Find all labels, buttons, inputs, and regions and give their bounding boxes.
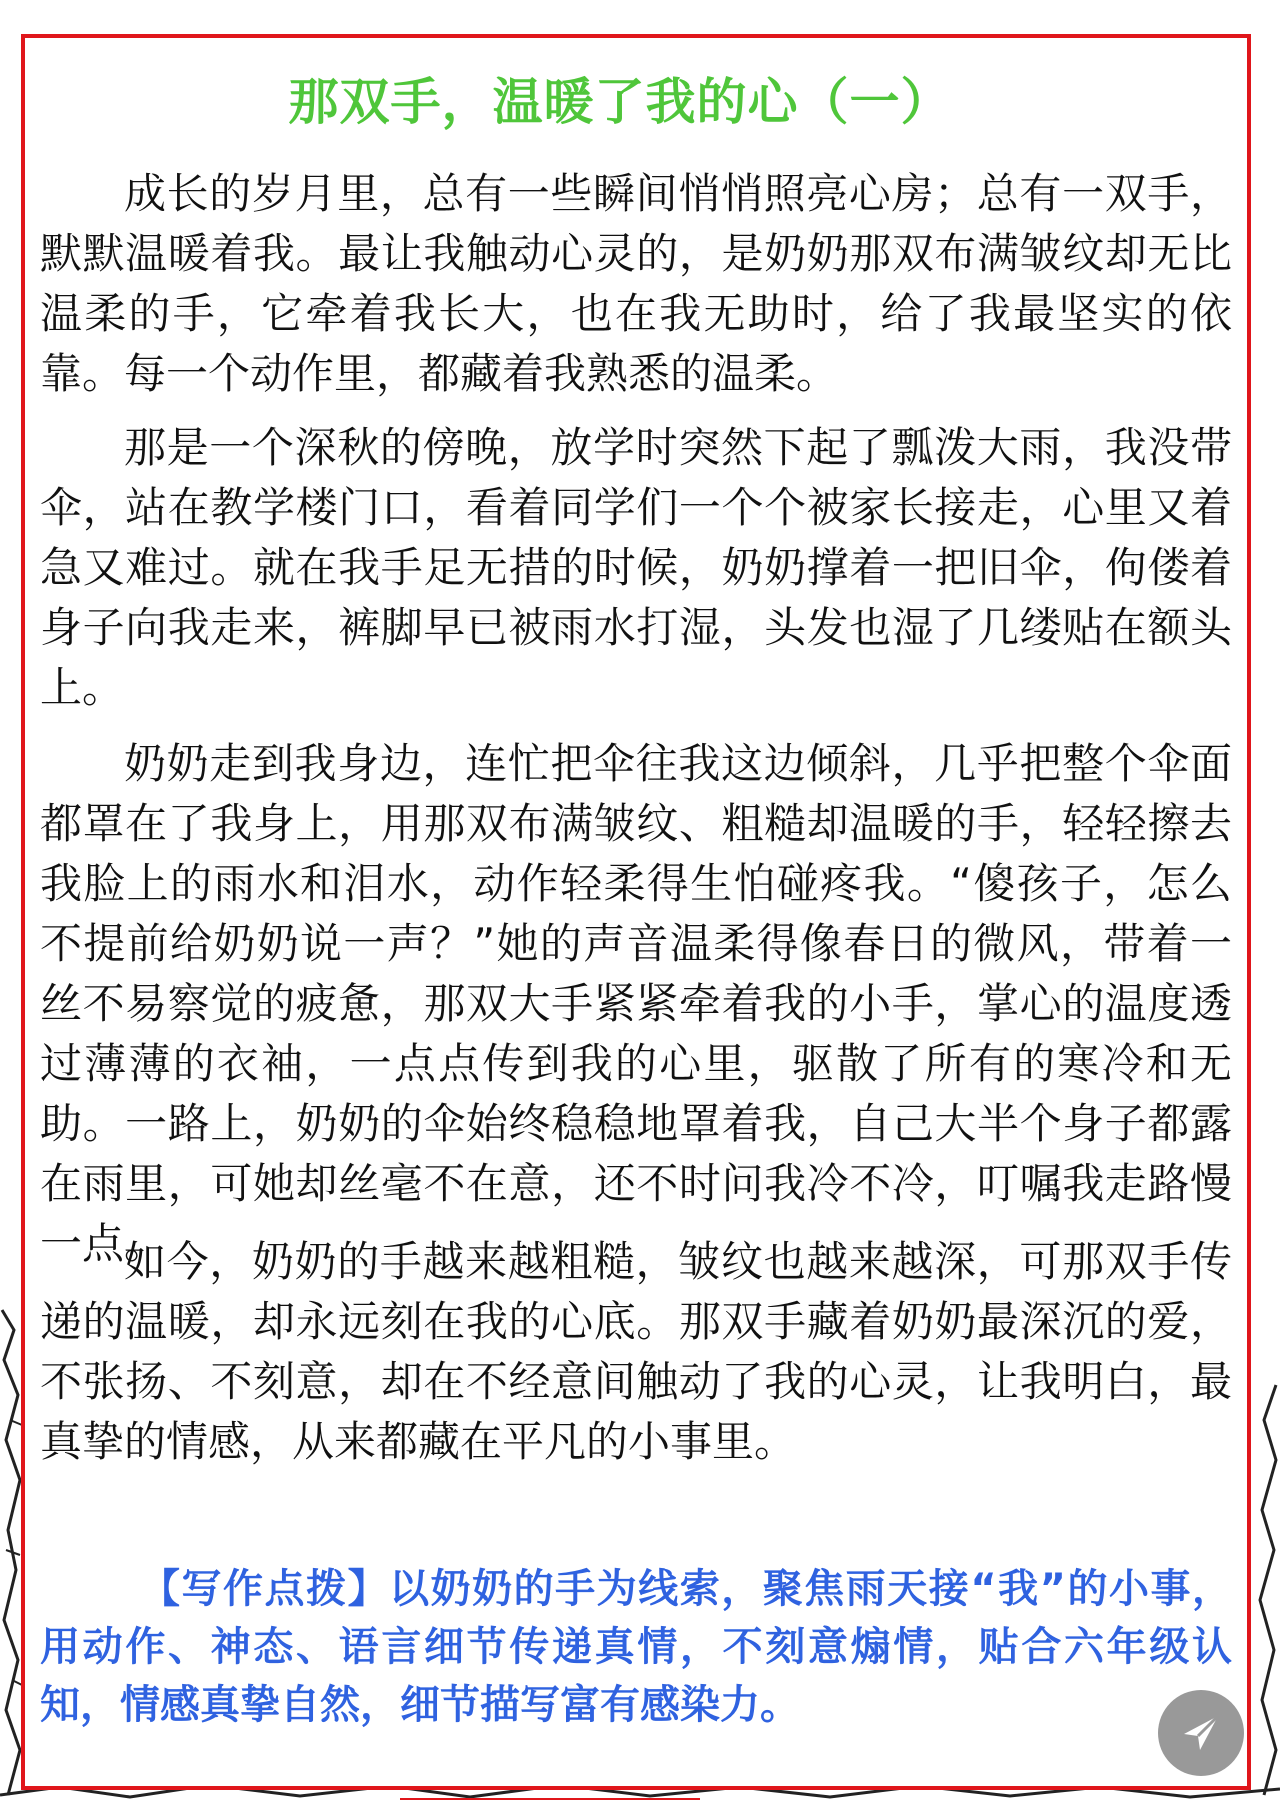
paragraph-2: 那是一个深秋的傍晚，放学时突然下起了瓢泼大雨，我没带伞，站在教学楼门口，看着同学们一个个被家长接走，心里又着急又难过。就在我手足无措的时候，奶奶撑着一把旧伞，佝偻着身子向我走来，裤脚早已被雨水打湿，头发也湿了几缕贴在额头上。 [40,423,1232,712]
writing-tip: 【写作点拨】以奶奶的手为线索，聚焦雨天接“我”的小事，用动作、神态、语言细节传递真情，不刻意煽情，贴合六年级认知，情感真挚自然，细节描写富有感染力。 [40,1566,1232,1728]
sketch-border-right [1250,1380,1280,1800]
paragraph-4: 如今，奶奶的手越来越粗糙，皱纹也越来越深，可那双手传递的温暖，却永远刻在我的心底。那双手藏着奶奶最深沉的爱，不张扬、不刻意，却在不经意间触动了我的心灵，让我明白，最真挚的情感，从来都藏在平凡的小事里。 [40,1237,1232,1466]
share-button[interactable] [1158,1690,1244,1776]
paper-plane-icon [1178,1710,1224,1756]
article-title: 那双手，温暖了我的心（一） [288,73,952,131]
paragraph-1: 成长的岁月里，总有一些瞬间悄悄照亮心房；总有一双手，默默温暖着我。最让我触动心灵的，是奶奶那双布满皱纹却无比温柔的手，它牵着我长大，也在我无助时，给了我最坚实的依靠。每一个动作里，都藏着我熟悉的温柔。 [40,169,1232,398]
paragraph-3: 奶奶走到我身边，连忙把伞往我这边倾斜，几乎把整个伞面都罩在了我身上，用那双布满皱纹、粗糙却温暖的手，轻轻擦去我脸上的雨水和泪水，动作轻柔得生怕碰疼我。“傻孩子，怎么不提前给奶奶说一声？”她的声音温柔得像春日的微风，带着一丝不易察觉的疲惫，那双大手紧紧牵着我的小手，掌心的温度透过薄薄的衣袖，一点点传到我的心里，驱散了所有的寒冷和无助。一路上，奶奶的伞始终稳稳地罩着我，自己大半个身子都露在雨里，可她却丝毫不在意，还不时问我冷不冷，叮嘱我走路慢一点。 [40,739,1232,1268]
